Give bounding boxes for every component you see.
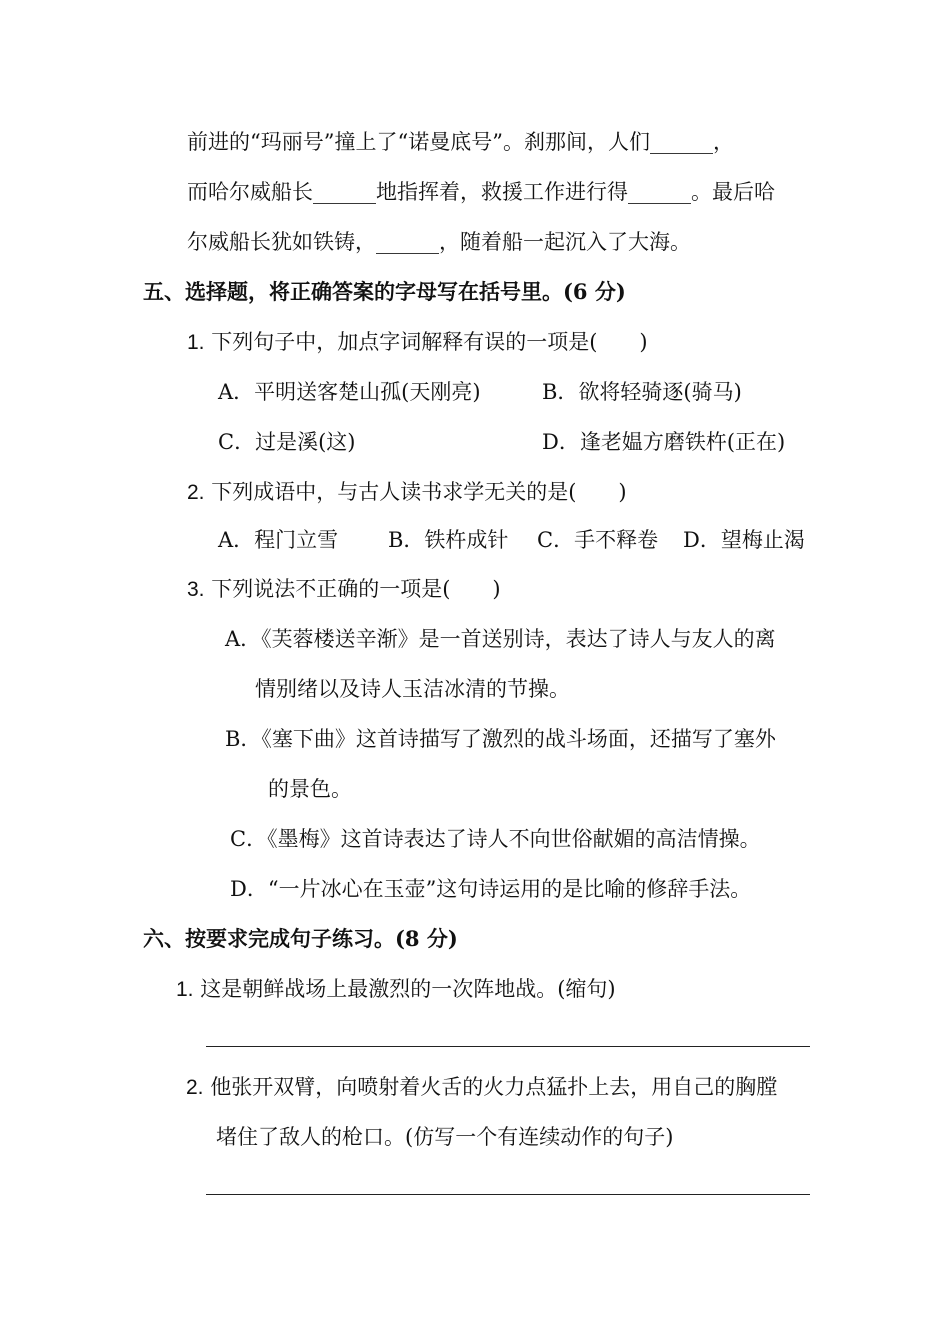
option-5-3-b-line-1: B．《塞下曲》这首诗描写了激烈的战斗场面，还描写了塞外 [225,727,776,751]
option-5-3-a-line-2: 情别绪以及诗人玉洁冰清的节操。 [255,677,570,701]
option-5-3-c: C．《墨梅》这首诗表达了诗人不向世俗献媚的高洁情操。 [230,827,761,851]
option-5-2-a: A．程门立雪 [218,528,339,552]
option-5-2-b: B．铁杵成针 [388,528,509,552]
question-6-1 [176,974,616,1005]
option-5-1-c: C．过是溪(这) [218,430,356,454]
question-text: 下列句子中，加点字词解释有误的一项是( ) [211,330,648,354]
question-number: 2. [186,1076,204,1099]
question-text: 他张开双臂，向喷射着火舌的火力点猛扑上去，用自己的胸膛 [210,1075,778,1099]
option-5-1-d: D．逢老媪方磨铁杵(正在) [542,430,786,454]
option-5-2-c: C．手不释卷 [537,528,659,552]
option-5-3-d: D．“一片冰心在玉壶”这句诗运用的是比喻的修辞手法。 [230,877,752,901]
question-number: 1. [187,331,205,354]
option-5-2-d: D．望梅止渴 [683,528,805,552]
question-text: 下列成语中，与古人读书求学无关的是( ) [211,480,627,504]
question-text: 这是朝鲜战场上最激烈的一次阵地战。(缩句) [200,977,616,1001]
question-number: 2. [187,481,205,504]
question-number: 3. [187,578,205,601]
question-number: 1. [176,978,194,1001]
passage-line-3: 尔威船长犹如铁铸，______，随着船一起沉入了大海。 [187,230,691,254]
passage-line-1: 前进的“玛丽号”撞上了“诺曼底号”。刹那间，人们______， [187,130,734,154]
question-5-1 [187,327,648,358]
option-5-1-a: A．平明送客楚山孤(天刚亮) [218,380,481,404]
option-5-1-b: B．欲将轻骑逐(骑马) [542,380,742,404]
section-6-heading: 六、按要求完成句子练习。(8 分) [143,926,458,951]
section-5-heading: 五、选择题，将正确答案的字母写在括号里。(6 分) [143,279,626,304]
question-5-2 [187,477,627,508]
question-text: 下列说法不正确的一项是( ) [211,577,501,601]
question-5-3 [187,574,501,605]
answer-line-6-2[interactable] [206,1194,810,1195]
question-6-2-line-1 [186,1072,777,1103]
question-6-2-line-2: 堵住了敌人的枪口。(仿写一个有连续动作的句子) [216,1125,674,1149]
option-5-3-a-line-1: A．《芙蓉楼送辛渐》是一首送别诗，表达了诗人与友人的离 [225,627,776,651]
option-5-3-b-line-2: 的景色。 [268,777,352,801]
answer-line-6-1[interactable] [206,1046,810,1047]
passage-line-2: 而哈尔威船长______地指挥着，救援工作进行得______。最后哈 [187,180,775,204]
